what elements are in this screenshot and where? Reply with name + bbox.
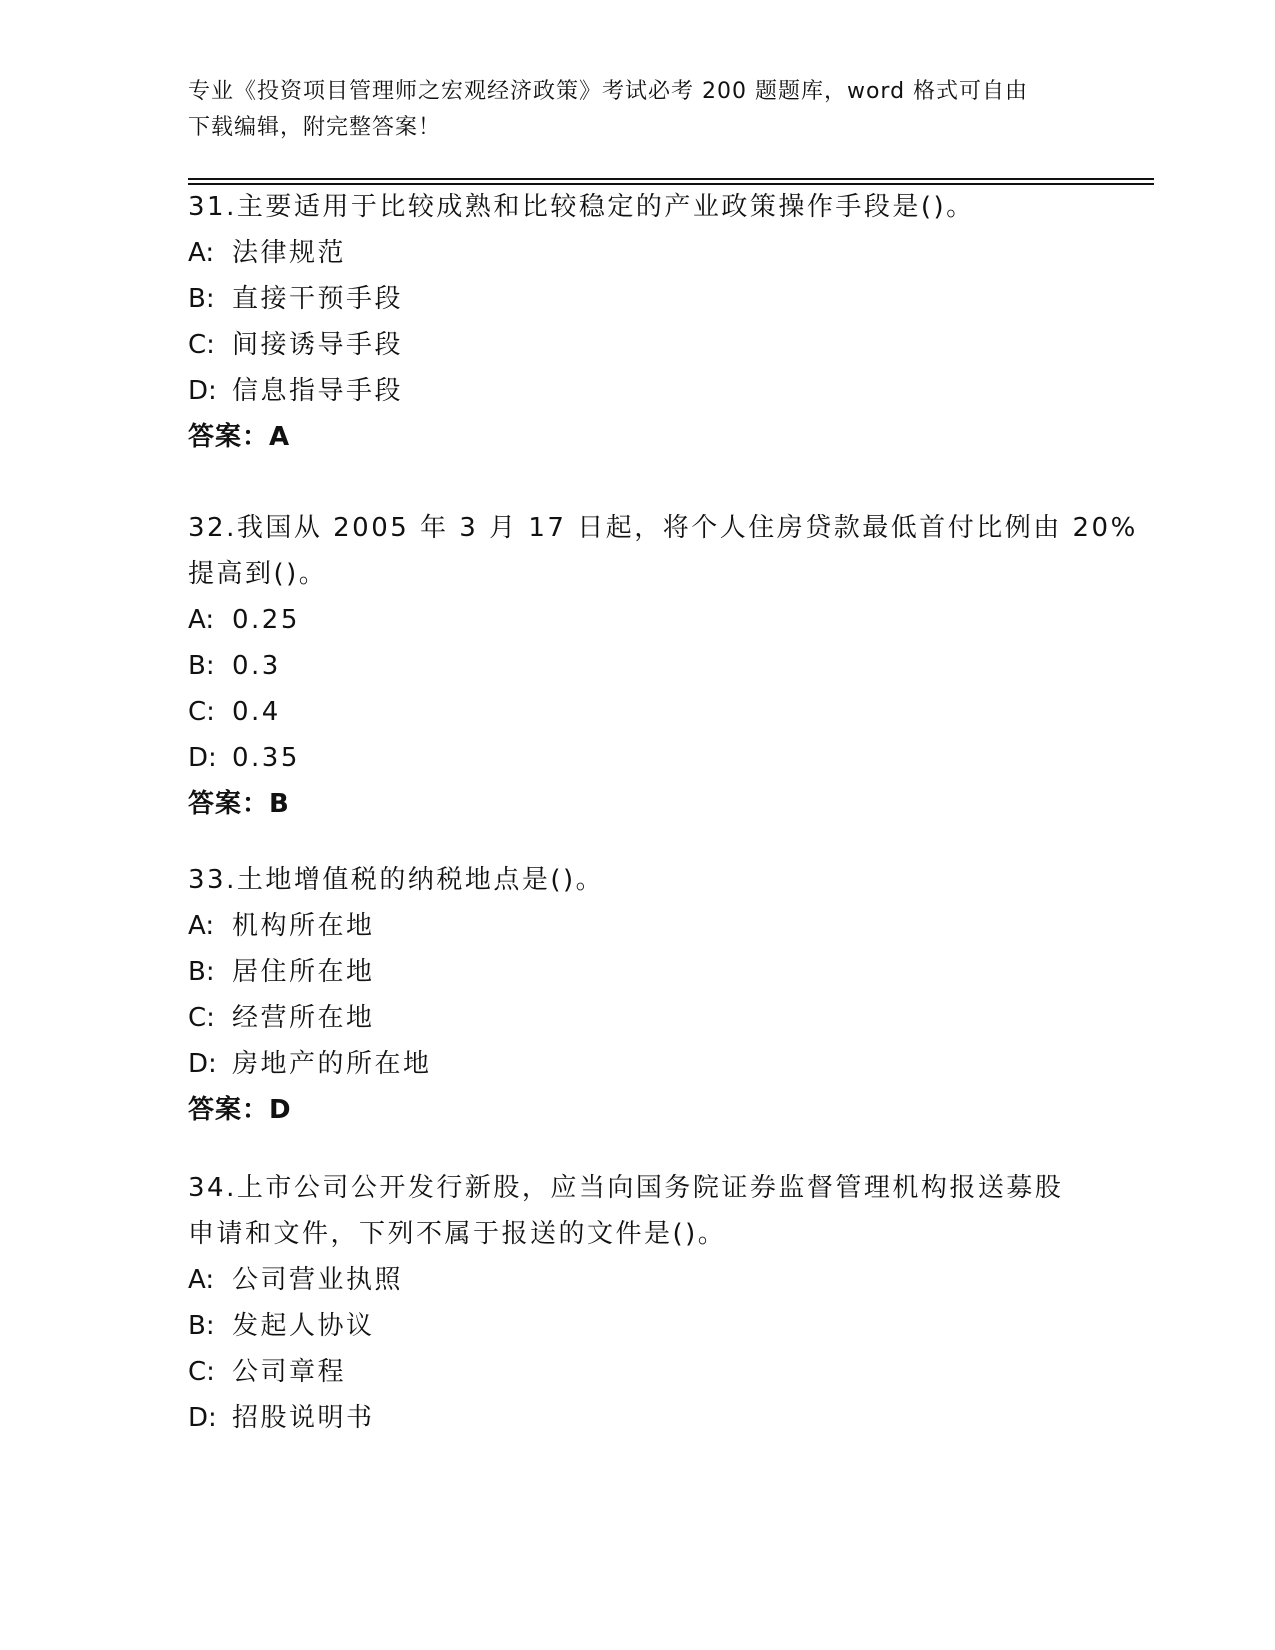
- option-b: [188, 1303, 1088, 1349]
- option-d: [188, 735, 1088, 781]
- option-text: 机构所在地: [232, 911, 375, 941]
- question-31: [188, 184, 1088, 460]
- option-text: 发起人协议: [232, 1311, 375, 1341]
- answer: 答案：A: [188, 422, 291, 452]
- option-text: 信息指导手段: [232, 376, 404, 406]
- option-text: 公司章程: [232, 1357, 347, 1387]
- option-c: [188, 322, 1088, 368]
- option-c: [188, 1349, 1088, 1395]
- option-text: 0.25: [232, 605, 300, 635]
- option-text: 居住所在地: [232, 957, 375, 987]
- question-stem-line-2: 申请和文件，下列不属于报送的文件是()。: [188, 1219, 727, 1249]
- option-letter: D:: [188, 376, 217, 406]
- option-text: 法律规范: [232, 238, 347, 268]
- option-text: 0.35: [232, 743, 300, 773]
- option-text: 间接诱导手段: [232, 330, 404, 360]
- header-line-1: 专业《投资项目管理师之宏观经济政策》考试必考 200 题题库，word 格式可自由: [188, 79, 1029, 104]
- document-header: [188, 74, 1068, 146]
- option-letter: D:: [188, 1403, 217, 1433]
- option-letter: A:: [188, 605, 215, 635]
- option-letter: A:: [188, 238, 215, 268]
- option-d: [188, 1041, 1088, 1087]
- header-divider-top: [188, 178, 1154, 180]
- option-d: [188, 368, 1088, 414]
- option-b: [188, 949, 1088, 995]
- option-letter: C:: [188, 1357, 215, 1387]
- question-33: [188, 857, 1088, 1133]
- option-letter: B:: [188, 957, 215, 987]
- header-line-2: 下载编辑，附完整答案！: [188, 115, 442, 140]
- answer: 答案：B: [188, 789, 290, 819]
- option-letter: B:: [188, 1311, 215, 1341]
- option-c: [188, 995, 1088, 1041]
- option-text: 公司营业执照: [232, 1265, 404, 1295]
- option-letter: C:: [188, 1003, 215, 1033]
- question-stem-line-1: 34.上市公司公开发行新股，应当向国务院证券监督管理机构报送募股: [188, 1173, 1064, 1203]
- option-text: 招股说明书: [232, 1403, 375, 1433]
- option-letter: D:: [188, 1049, 217, 1079]
- question-stem: 33.土地增值税的纳税地点是()。: [188, 865, 605, 895]
- option-a: [188, 597, 1088, 643]
- option-a: [188, 1257, 1088, 1303]
- option-text: 房地产的所在地: [232, 1049, 432, 1079]
- option-a: [188, 230, 1088, 276]
- option-text: 0.4: [232, 697, 281, 727]
- option-text: 经营所在地: [232, 1003, 375, 1033]
- answer: 答案：D: [188, 1095, 292, 1125]
- option-c: [188, 689, 1088, 735]
- option-d: [188, 1395, 1088, 1441]
- question-stem-line-2: 提高到()。: [188, 559, 328, 589]
- option-letter: D:: [188, 743, 217, 773]
- option-letter: C:: [188, 697, 215, 727]
- option-text: 0.3: [232, 651, 281, 681]
- option-letter: B:: [188, 284, 215, 314]
- option-letter: A:: [188, 1265, 215, 1295]
- option-a: [188, 903, 1088, 949]
- option-text: 直接干预手段: [232, 284, 404, 314]
- option-b: [188, 643, 1088, 689]
- option-letter: A:: [188, 911, 215, 941]
- question-stem-line-1: 32.我国从 2005 年 3 月 17 日起，将个人住房贷款最低首付比例由 20%: [188, 513, 1138, 543]
- option-b: [188, 276, 1088, 322]
- question-32: [188, 505, 1138, 827]
- question-34: [188, 1165, 1088, 1441]
- option-letter: B:: [188, 651, 215, 681]
- option-letter: C:: [188, 330, 215, 360]
- question-stem: 31.主要适用于比较成熟和比较稳定的产业政策操作手段是()。: [188, 192, 975, 222]
